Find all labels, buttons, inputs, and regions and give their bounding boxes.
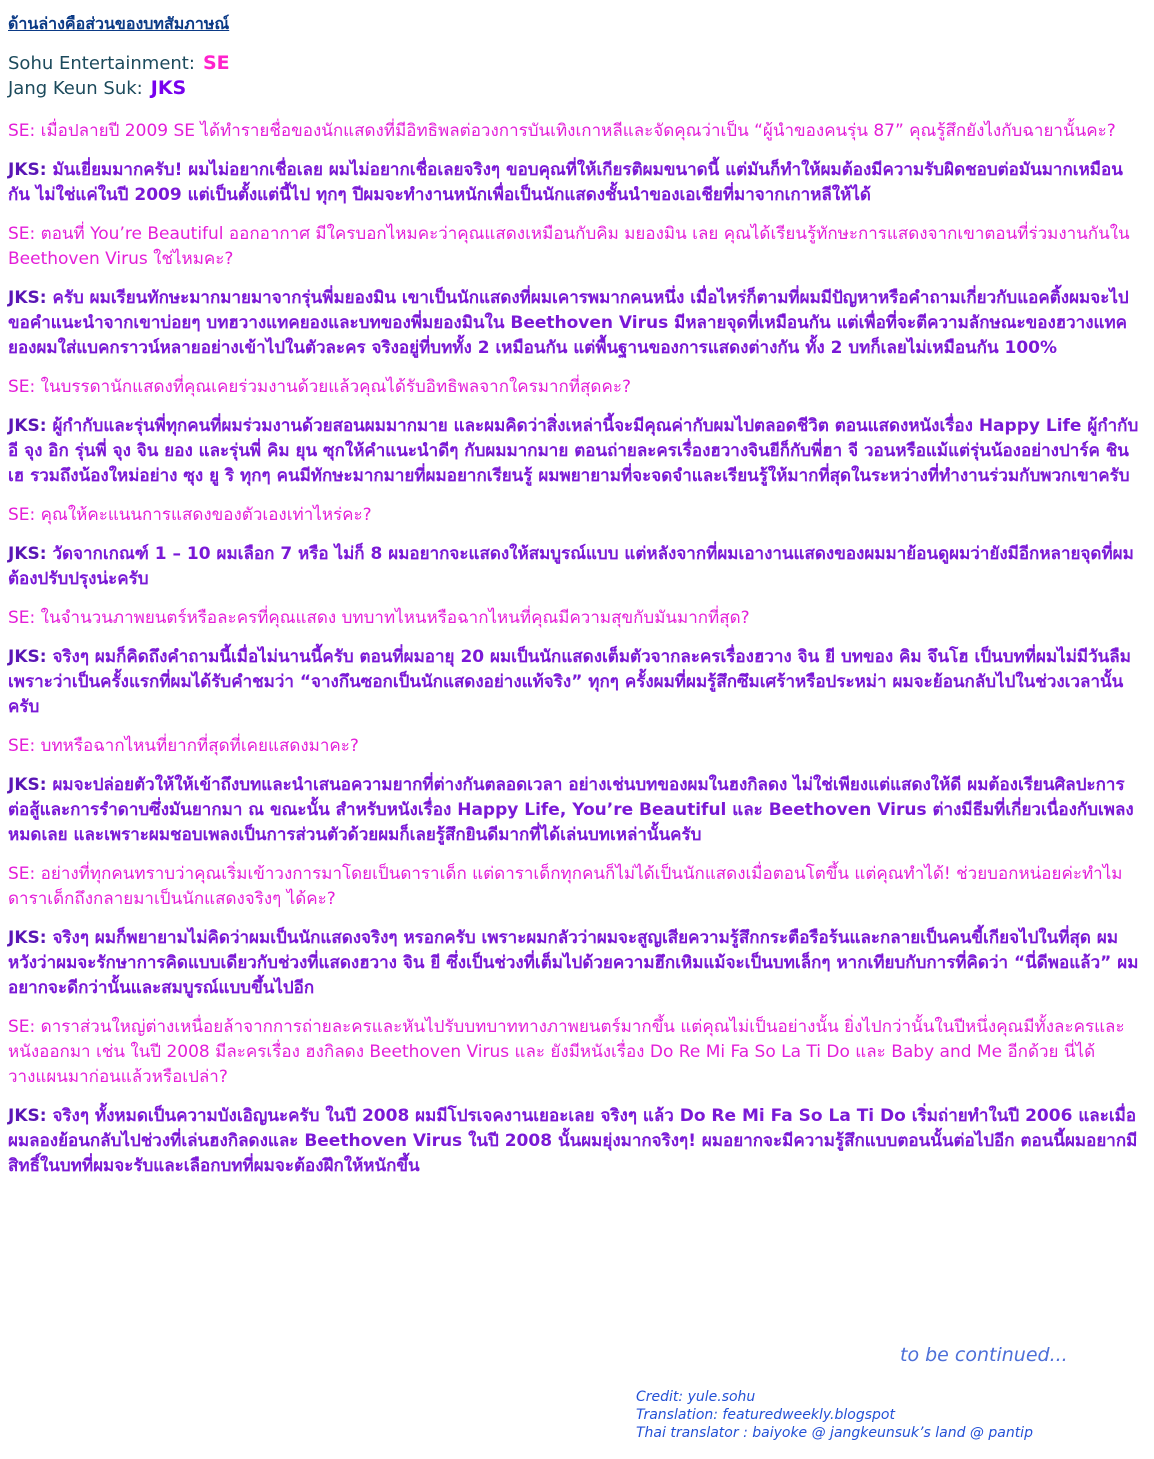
answer (8, 286, 1144, 361)
speaker: JKS: (8, 544, 47, 564)
question-text: ตอนที่ You’re Beautiful ออกอากาศ มีใครบอกไหมคะว่าคุณแสดงเหมือนกับคิม มยองมิน เลย คุณได้เรียนรู้ทักษะการแสดงจากเขาตอนที่ร่วมงานกันใน Beethoven Virus ใช่ไหมคะ? (8, 224, 1130, 269)
speaker: SE: (8, 864, 36, 884)
answer (8, 773, 1144, 848)
question (8, 606, 1144, 631)
legend-name: Jang Keun Suk: (8, 78, 143, 99)
speaker: SE: (8, 736, 36, 756)
speaker: SE: (8, 224, 36, 244)
question-text: เมื่อปลายปี 2009 SE ได้ทำรายชื่อของนักแสดงที่มีอิทธิพลต่อวงการบันเทิงเกาหลีและจัดคุณว่าเป็น “ผู้นำของคนรุ่น 87” คุณรู้สึกยังไงกับฉายานั้นคะ? (35, 121, 1116, 141)
speaker: SE: (8, 505, 36, 525)
question-text: ในบรรดานักแสดงที่คุณเคยร่วมงานด้วยแล้วคุณได้รับอิทธิพลจากใครมากที่สุดคะ? (35, 377, 631, 397)
credit-line: Translation: featuredweekly.blogspot (636, 1407, 895, 1423)
answer (8, 1104, 1144, 1179)
question (8, 503, 1144, 528)
question (8, 1015, 1144, 1090)
question-text: ดาราส่วนใหญ่ต่างเหนื่อยล้าจากการถ่ายละครและหันไปรับบทบาททางภาพยนตร์มากขึ้น แต่คุณไม่เป็นอย่างนั้น ยิ่งไปกว่านั้นในปีหนึ่งคุณมีทั้งละครและหนังออกมา เช่น ในปี 2008 มีละครเรื่อง ฮงกิลดง Beethoven Virus และ ยังมีหนังเรื่อง Do Re Mi Fa So La Ti Do และ Baby and Me อีกด้วย นี่ได้วางแผนมาก่อนแล้วหรือเปล่า? (8, 1017, 1125, 1087)
answer-text: จริงๆ ผมก็พยายามไม่คิดว่าผมเป็นนักแสดงจริงๆ หรอกครับ เพราะผมกลัวว่าผมจะสูญเสียความรู้สึกกระตือรือร้นและกลายเป็นคนขี้เกียจไปในที่สุด ผมหวังว่าผมจะรักษาการคิดแบบเดียวกับช่วงที่แสดงฮวาง จิน ยี ซึ่งเป็นช่วงที่เต็มไปด้วยความฮึกเหิมแม้จะเป็นบทเล็กๆ หากเทียบกับการที่คิดว่า “นี่ดีพอแล้ว” ผมอยากจะดีกว่านั้นและสมบูรณ์แบบขึ้นไปอีก (8, 928, 1139, 998)
speaker: JKS: (8, 160, 47, 180)
speaker: JKS: (8, 416, 47, 436)
legend-jks (8, 76, 1144, 101)
speaker: SE: (8, 608, 36, 628)
question-text: อย่างที่ทุกคนทราบว่าคุณเริ่มเข้าวงการมาโดยเป็นดาราเด็ก แต่ดาราเด็กทุกคนก็ไม่ได้เป็นนักแสดงเมื่อตอนโตขึ้น แต่คุณทำได้! ช่วยบอกหน่อยค่ะทำไมดาราเด็กถึงกลายมาเป็นนักแสดงจริงๆ ได้คะ? (8, 864, 1123, 909)
speaker: SE: (8, 1017, 36, 1037)
speaker-legend (8, 51, 1144, 101)
to-be-continued: to be continued... (900, 1344, 1068, 1366)
answer (8, 414, 1144, 489)
legend-name: Sohu Entertainment: (8, 53, 195, 74)
speaker: JKS: (8, 775, 47, 795)
speaker: JKS: (8, 647, 47, 667)
answer (8, 542, 1144, 592)
answer (8, 926, 1144, 1001)
speaker: JKS: (8, 928, 47, 948)
question-text: คุณให้คะแนนการแสดงของตัวเองเท่าไหร่คะ? (35, 505, 372, 525)
credits (636, 1388, 1033, 1442)
speaker: JKS: (8, 288, 47, 308)
answer-text: จริงๆ ผมก็คิดถึงคำถามนี้เมื่อไม่นานนี้ครับ ตอนที่ผมอายุ 20 ผมเป็นนักแสดงเต็มตัวจากละครเรื่องฮวาง จิน ยี บทของ คิม จึนโฮ เป็นบทที่ผมไม่มีวันลืม เพราะว่าเป็นครั้งแรกที่ผมได้รับคำชมว่า “จางกึนซอกเป็นนักแสดงอย่างแท้จริง” ทุกๆ ครั้งผมที่ผมรู้สึกซึมเศร้าหรือประหม่า ผมจะย้อนกลับไปในช่วงเวลานั้นครับ (8, 647, 1131, 717)
answer (8, 158, 1144, 208)
answer-text: ผู้กำกับและรุ่นพี่ทุกคนที่ผมร่วมงานด้วยสอนผมมากมาย และผมคิดว่าสิ่งเหล่านี้จะมีคุณค่ากับผมไปตลอดชีวิต ตอนแสดงหนังเรื่อง Happy Life ผู้กำกับ อี จุง อิก รุ่นพี่ จุง จิน ยอง และรุ่นพี่ คิม ยุน ซุกให้คำแนะนำดีๆ กับผมมากมาย ตอนถ่ายละครเรื่องฮวางจินยีก็กับพี่ฮา จี วอนหรือแม้แต่รุ่นน้องอย่างปาร์ค ชิน เฮ รวมถึงน้องใหม่อย่าง ซุง ยู ริ ทุกๆ คนมีทักษะมากมายที่ผมอยากเรียนรู้ ผมพยายามที่จะจดจำและเรียนรู้ให้มากที่สุดในระหว่างที่ทำงานร่วมกับพวกเขาครับ (8, 416, 1139, 486)
answer-text: มันเยี่ยมมากครับ! ผมไม่อยากเชื่อเลย ผมไม่อยากเชื่อเลยจริงๆ ขอบคุณที่ให้เกียรติผมขนาดนี้ แต่มันก็ทำให้ผมต้องมีความรับผิดชอบต่อมันมากเหมือนกัน ไม่ใช่แค่ในปี 2009 แต่เป็นตั้งแต่นี้ไป ทุกๆ ปีผมจะทำงานหนักเพื่อเป็นนักแสดงชั้นนำของเอเชียที่มาจากเกาหลีให้ได้ (8, 160, 1123, 205)
credit-line: Thai translator : baiyoke @ jangkeunsuk’s land @ pantip (636, 1425, 1033, 1441)
question-text: ในจำนวนภาพยนตร์หรือละครที่คุณแสดง บทบาทไหนหรือฉากไหนที่คุณมีความสุขกับมันมากที่สุด? (35, 608, 750, 628)
answer-text: ผมจะปล่อยตัวให้ให้เข้าถึงบทและนำเสนอความยากที่ต่างกันตลอดเวลา อย่างเช่นบทของผมในฮงกิลดง ไม่ใช่เพียงแต่แสดงให้ดี ผมต้องเรียนศิลปะการต่อสู้และการรำดาบซึ่งมันยากมา ณ ขณะนั้น สำหรับหนังเรื่อง Happy Life, You’re Beautiful และ Beethoven Virus ต่างมีธีมที่เกี่ยวเนื่องกับเพลงหมดเลย และเพราะผมชอบเพลงเป็นการส่วนตัวด้วยผมก็เลยรู้สึกยินดีมากที่ได้เล่นบทเหล่านั้นครับ (8, 775, 1134, 845)
answer (8, 645, 1144, 720)
legend-code: SE (202, 52, 230, 74)
article (8, 12, 1144, 1193)
article-title: ด้านล่างคือส่วนของบทสัมภาษณ์ (8, 14, 230, 33)
legend-code: JKS (150, 77, 187, 99)
question (8, 119, 1144, 144)
answer-text: ครับ ผมเรียนทักษะมากมายมาจากรุ่นพี่มยองมิน เขาเป็นนักแสดงที่ผมเคารพมากคนหนึ่ง เมื่อไหร่ก็ตามที่ผมมีปัญหาหรือคำถามเกี่ยวกับแอคติ้งผมจะไปขอคำแนะนำจากเขาบ่อยๆ บทฮวางแทคยองและบทของพี่มยองมินใน Beethoven Virus มีหลายจุดที่เหมือนกัน แต่เพื่อที่จะตีความลักษณะของฮวางแทคยองผมใส่แบคกราวน์หลายอย่างเข้าไปในตัวละคร จริงอยู่ที่บททั้ง 2 เหมือนกัน แต่พื้นฐานของการแสดงต่างกัน ทั้ง 2 บทก็เลยไม่เหมือนกัน 100% (8, 288, 1129, 358)
question (8, 222, 1144, 272)
credit-line: Credit: yule.sohu (636, 1389, 756, 1405)
question (8, 734, 1144, 759)
question-text: บทหรือฉากไหนที่ยากที่สุดที่เคยแสดงมาคะ? (35, 736, 359, 756)
answer-text: วัดจากเกณฑ์ 1 – 10 ผมเลือก 7 หรือ ไม่ก็ 8 ผมอยากจะแสดงให้สมบูรณ์แบบ แต่หลังจากที่ผมเอางานแสดงของผมมาย้อนดูผมว่ายังมีอีกหลายจุดที่ผมต้องปรับปรุงน่ะครับ (8, 544, 1134, 589)
answer-text: จริงๆ ทั้งหมดเป็นความบังเอิญนะครับ ในปี 2008 ผมมีโปรเจคงานเยอะเลย จริงๆ แล้ว Do Re Mi Fa So La Ti Do เริ่มถ่ายทำในปี 2006 และเมื่อผมลองย้อนกลับไปช่วงที่เล่นฮงกิลดงและ Beethoven Virus ในปี 2008 นั้นผมยุ่งมากจริงๆ! ผมอยากจะมีความรู้สึกแบบตอนนั้นต่อไปอีก ตอนนี้ผมอยากมีสิทธิ์ในบทที่ผมจะรับและเลือกบทที่ผมจะต้องฝึกให้หนักขึ้น (8, 1106, 1138, 1176)
speaker: SE: (8, 121, 36, 141)
speaker: JKS: (8, 1106, 47, 1126)
speaker: SE: (8, 377, 36, 397)
legend-se (8, 51, 1144, 76)
question (8, 375, 1144, 400)
question (8, 862, 1144, 912)
